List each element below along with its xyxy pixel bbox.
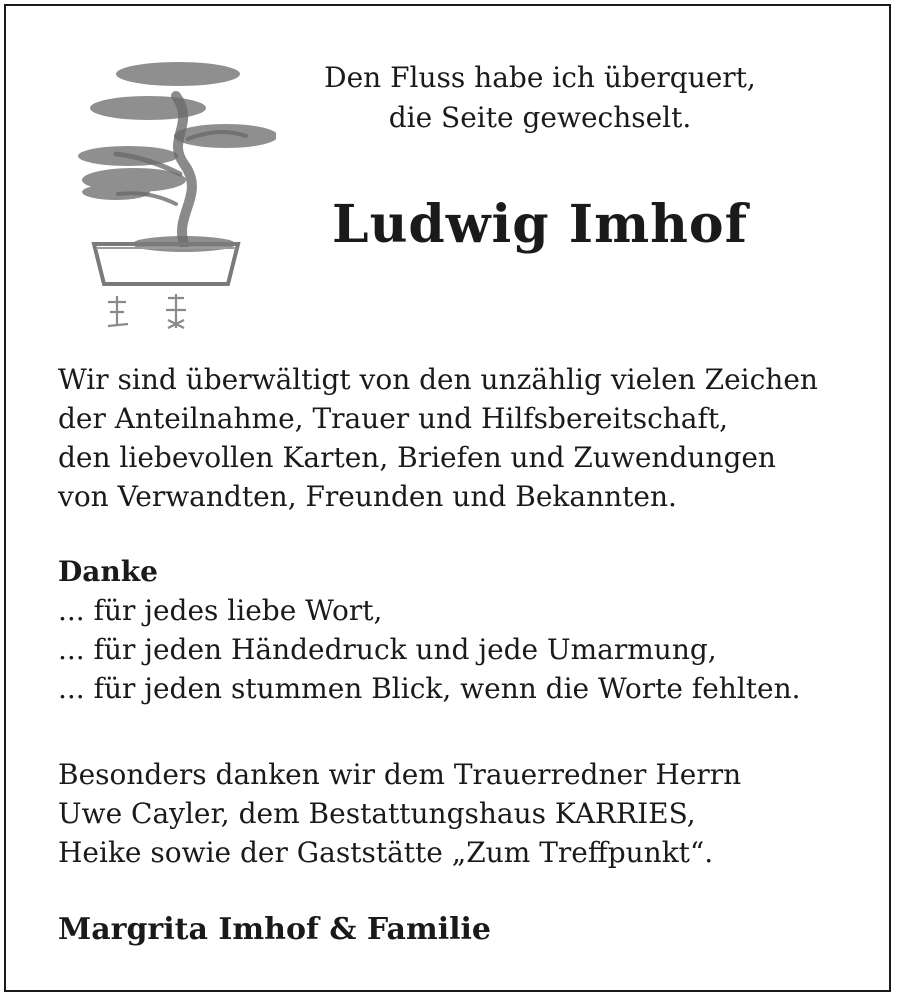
thanks-paragraph [58, 360, 818, 516]
quote-line: Den Fluss habe ich überquert, [324, 61, 756, 94]
list-item: ... für jedes liebe Wort, [58, 594, 383, 627]
text-line: Besonders danken wir dem Trauerredner Herrn [58, 758, 742, 791]
bonsai-tree-icon [56, 44, 276, 334]
quote-line: die Seite gewechselt. [388, 101, 692, 134]
text-line: den liebevollen Karten, Briefen und Zuwendungen [58, 441, 776, 474]
obituary-notice [4, 4, 891, 992]
list-item: ... für jeden stummen Blick, wenn die Worte fehlten. [58, 672, 801, 705]
danke-heading: Danke [58, 555, 158, 588]
list-item: ... für jeden Händedruck und jede Umarmung, [58, 633, 717, 666]
memorial-quote [276, 58, 804, 138]
signature: Margrita Imhof & Familie [58, 912, 491, 947]
danke-list [58, 591, 801, 708]
text-line: Uwe Cayler, dem Bestattungshaus KARRIES, [58, 797, 696, 830]
text-line: der Anteilnahme, Trauer und Hilfsbereitschaft, [58, 402, 728, 435]
text-line: Wir sind überwältigt von den unzählig vielen Zeichen [58, 363, 818, 396]
text-line: von Verwandten, Freunden und Bekannten. [58, 480, 677, 513]
deceased-name: Ludwig Imhof [332, 194, 748, 255]
special-thanks-paragraph [58, 755, 741, 872]
text-line: Heike sowie der Gaststätte „Zum Treffpunkt“. [58, 836, 714, 869]
